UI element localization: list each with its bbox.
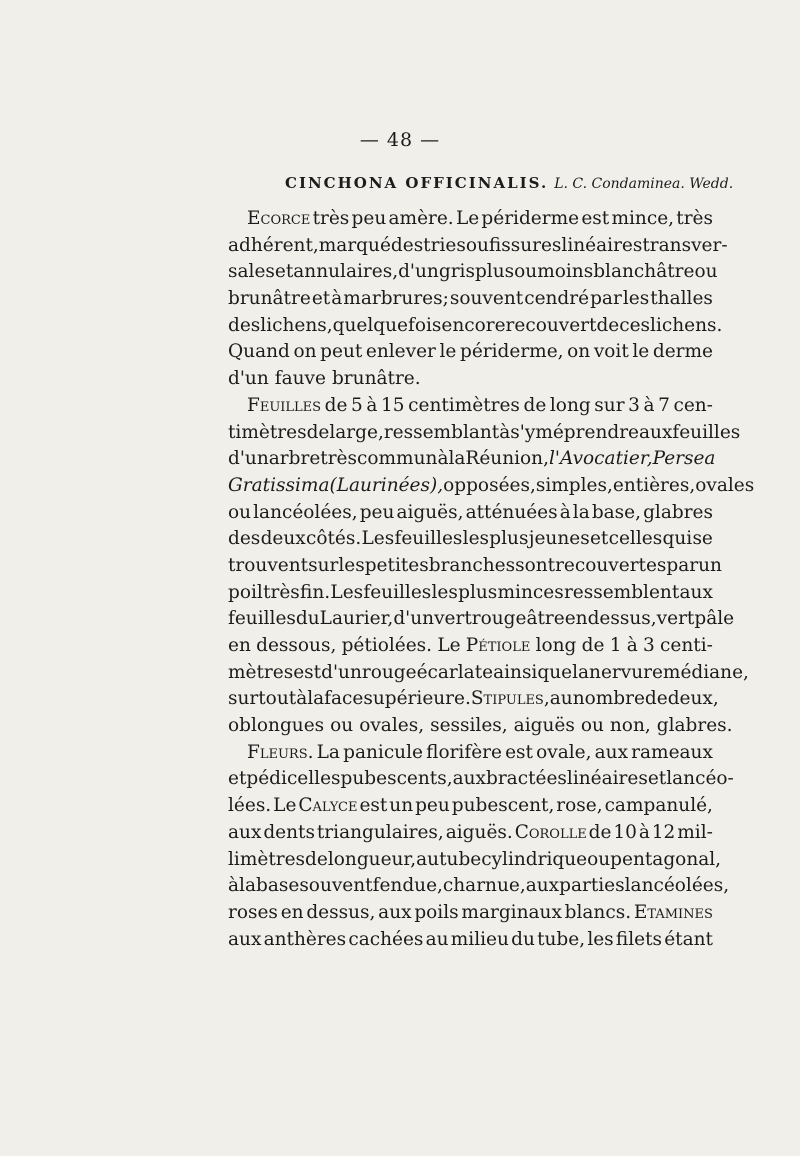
- word: aux: [378, 901, 412, 923]
- word: milieu: [450, 928, 509, 950]
- word: du: [511, 928, 535, 950]
- word: l'Avocatier,: [548, 448, 653, 470]
- text-line: [228, 660, 749, 687]
- word: feuilles: [394, 528, 463, 550]
- word: périderme: [481, 208, 580, 229]
- word: très: [263, 581, 300, 603]
- word: ou: [465, 234, 489, 256]
- word: les: [431, 581, 458, 603]
- word: filets: [615, 928, 663, 950]
- word: méprendre: [535, 421, 639, 443]
- word: par: [666, 554, 699, 576]
- word: rameaux: [631, 741, 713, 763]
- word: simples,: [535, 474, 613, 496]
- word: au: [425, 928, 449, 950]
- word: fissures: [488, 234, 562, 256]
- word: aux: [525, 875, 560, 897]
- word: dents: [263, 821, 315, 843]
- word: recouvert: [505, 314, 597, 336]
- word: aiguës.: [445, 821, 513, 843]
- word: et: [228, 768, 247, 790]
- word: à: [559, 501, 571, 523]
- word: commun: [357, 448, 438, 470]
- word: enlever: [365, 341, 436, 363]
- text-line: [228, 900, 713, 927]
- word: d'un: [321, 661, 362, 683]
- species-name: CINCHONA OFFICINALIS.: [285, 174, 549, 192]
- word: poils: [414, 901, 459, 923]
- text-line: [228, 820, 713, 847]
- word: petites: [364, 554, 429, 576]
- word: en: [228, 635, 251, 656]
- word: souvent: [449, 288, 524, 310]
- word: blanchâtre: [593, 261, 695, 283]
- word: triangulaires,: [316, 821, 444, 843]
- text-line: [228, 686, 719, 713]
- word: ou: [587, 848, 611, 870]
- word: très: [676, 208, 713, 229]
- word: limètres: [228, 848, 306, 870]
- word: pétiolées.: [341, 635, 433, 656]
- word: Feuilles: [247, 394, 322, 416]
- word: cendré: [524, 288, 590, 310]
- word: on: [567, 341, 591, 363]
- word: transver-: [642, 234, 728, 256]
- word: feuilles: [672, 421, 741, 443]
- word: pâle: [694, 608, 735, 630]
- word: le: [632, 341, 650, 363]
- word: des: [228, 314, 261, 336]
- word: rouge: [361, 661, 417, 683]
- word: 15: [381, 394, 405, 416]
- word: 1: [609, 635, 622, 656]
- word: peu: [351, 208, 387, 229]
- word: pubescent,: [451, 795, 555, 817]
- word: peut: [320, 341, 363, 363]
- word: à: [638, 821, 650, 843]
- word: peu: [359, 501, 395, 523]
- text-line: [228, 233, 728, 260]
- word: à: [626, 635, 638, 656]
- word: ressemblent: [563, 581, 680, 603]
- word: tube,: [537, 928, 586, 950]
- word: est: [359, 795, 388, 817]
- word: aiguës: [513, 715, 575, 737]
- text-line: [228, 286, 713, 313]
- word: ressemblant: [383, 421, 500, 443]
- text-line: [228, 713, 733, 740]
- word: d'un: [393, 608, 435, 630]
- word: tube: [439, 848, 482, 870]
- word: ou: [228, 501, 252, 523]
- word: surtout: [228, 688, 297, 710]
- word: deux: [260, 528, 306, 550]
- word: Etamines: [633, 901, 713, 923]
- word: de: [581, 635, 605, 656]
- word: poil: [228, 581, 263, 603]
- word: à: [437, 448, 449, 470]
- word: et: [589, 528, 609, 550]
- text-line: [228, 847, 722, 874]
- word: Le: [455, 208, 480, 229]
- word: d'un: [398, 261, 439, 283]
- text-line: [228, 873, 730, 900]
- word: Le: [437, 635, 461, 656]
- word: lancéo-: [666, 768, 734, 790]
- word: de: [644, 688, 668, 710]
- word: gris: [438, 261, 475, 283]
- word: un: [698, 554, 722, 576]
- word: trouvent: [228, 554, 309, 576]
- word: pédicelles: [246, 768, 341, 790]
- word: on: [293, 341, 317, 363]
- word: parties: [559, 875, 625, 897]
- word: rose,: [556, 795, 603, 817]
- word: dessus,: [306, 901, 376, 923]
- word: marginaux: [461, 901, 562, 923]
- text-line: [228, 473, 755, 500]
- word: brunâtre.: [331, 368, 421, 390]
- word: stries: [413, 234, 466, 256]
- species-authority: L. C. Condaminea. Wedd.: [554, 176, 734, 192]
- word: linéaires: [561, 234, 643, 256]
- word: vert: [656, 608, 695, 630]
- word: celles: [608, 528, 663, 550]
- word: sales: [228, 261, 275, 283]
- word: de: [596, 314, 620, 336]
- word: la: [572, 661, 590, 683]
- word: plus: [458, 581, 498, 603]
- word: 7: [658, 394, 670, 416]
- word: de: [588, 821, 612, 843]
- word: au: [549, 688, 573, 710]
- word: longueur,: [327, 848, 417, 870]
- word: 3: [628, 394, 640, 416]
- word: à: [228, 875, 240, 897]
- word: derme: [652, 341, 713, 363]
- word: par: [590, 288, 622, 310]
- word: dessous,: [256, 635, 337, 656]
- word: lancéolées,: [624, 875, 730, 897]
- word: quelquefois: [332, 314, 442, 336]
- word: pentagonal,: [610, 848, 722, 870]
- text-line: [228, 446, 716, 473]
- word: cen-: [673, 394, 713, 416]
- word: sont: [515, 554, 556, 576]
- word: glabres.: [656, 715, 733, 737]
- word: nervure: [589, 661, 663, 683]
- word: branches: [428, 554, 516, 576]
- word: brunâtre: [228, 288, 311, 310]
- word: de: [523, 394, 547, 416]
- word: souvent: [299, 875, 373, 897]
- word: à: [366, 394, 378, 416]
- word: marbrures;: [343, 288, 449, 310]
- word: centimètres: [408, 394, 520, 416]
- word: (Laurinées),: [329, 474, 444, 496]
- word: étant: [664, 928, 713, 950]
- word: de: [324, 394, 348, 416]
- word: recouvertes: [555, 554, 667, 576]
- body-text: [228, 206, 755, 953]
- word: blancs.: [564, 901, 632, 923]
- word: nombre: [572, 688, 645, 710]
- word: s'y: [510, 421, 536, 443]
- word: de: [306, 421, 330, 443]
- word: Quand: [228, 341, 290, 363]
- word: non,: [609, 715, 651, 737]
- text-line: [228, 366, 713, 393]
- word: mètres: [228, 661, 294, 683]
- word: fendue,: [372, 875, 443, 897]
- word: à: [296, 688, 308, 710]
- word: lichens,: [260, 314, 333, 336]
- word: timètres: [228, 421, 307, 443]
- word: Laurier,: [319, 608, 394, 630]
- word: à: [331, 288, 343, 310]
- word: ovales: [695, 474, 755, 496]
- word: côtés.: [305, 528, 362, 550]
- word: fauve: [274, 368, 326, 390]
- text-line: [228, 553, 722, 580]
- word: opposées,: [443, 474, 536, 496]
- word: feuilles: [228, 608, 296, 630]
- word: Le: [273, 795, 297, 817]
- word: ou: [514, 261, 538, 283]
- word: face: [324, 688, 364, 710]
- text-line: [228, 420, 741, 447]
- word: ovales,: [359, 715, 425, 737]
- page-number: — 48 —: [359, 129, 441, 151]
- word: 12: [651, 821, 676, 843]
- word: les: [462, 528, 490, 550]
- word: fin.: [300, 581, 331, 603]
- word: ces: [619, 314, 651, 336]
- word: long: [535, 635, 577, 656]
- text-line: [228, 313, 723, 340]
- species-heading: [285, 174, 734, 192]
- word: charnue,: [442, 875, 526, 897]
- word: les: [587, 928, 614, 950]
- word: Ecorce: [247, 208, 311, 229]
- word: de: [305, 848, 328, 870]
- word: Pétiole: [465, 635, 531, 656]
- word: 3: [643, 635, 655, 656]
- word: panicule: [343, 741, 423, 763]
- word: de: [390, 234, 414, 256]
- word: large,: [329, 421, 384, 443]
- word: ou: [580, 715, 604, 737]
- word: ovale,: [536, 741, 592, 763]
- word: aiguës,: [396, 501, 464, 523]
- word: d'un: [228, 368, 269, 390]
- text-line: [228, 740, 713, 767]
- text-line: [228, 580, 713, 607]
- word: est: [293, 661, 322, 683]
- word: Les: [330, 581, 364, 603]
- word: marqué: [318, 234, 391, 256]
- word: sur: [594, 394, 625, 416]
- word: amère.: [388, 208, 454, 229]
- word: plus: [474, 261, 515, 283]
- word: annulaires,: [293, 261, 399, 283]
- word: lancéolées,: [253, 501, 358, 523]
- word: pubescents,: [340, 768, 453, 790]
- word: aux: [452, 768, 486, 790]
- word: et: [647, 768, 667, 790]
- word: Persea: [652, 448, 716, 470]
- word: feuilles: [363, 581, 432, 603]
- word: mince,: [611, 208, 675, 229]
- word: est: [581, 208, 610, 229]
- word: les: [338, 554, 365, 576]
- word: 5: [351, 394, 363, 416]
- word: thalles: [650, 288, 713, 310]
- text-line: [228, 526, 713, 553]
- word: encore: [441, 314, 506, 336]
- word: la: [307, 688, 325, 710]
- word: campanulé,: [604, 795, 713, 817]
- text-line: [228, 339, 713, 366]
- text-line: [228, 606, 735, 633]
- word: écarlate: [416, 661, 494, 683]
- word: ou: [694, 261, 718, 283]
- word: la: [448, 448, 466, 470]
- word: adhérent,: [228, 234, 319, 256]
- word: un: [389, 795, 414, 817]
- word: ainsi: [493, 661, 538, 683]
- word: jeunes: [528, 528, 590, 550]
- word: mil-: [677, 821, 713, 843]
- word: vert: [434, 608, 472, 630]
- word: arbre: [268, 448, 321, 470]
- word: aux: [228, 821, 262, 843]
- word: les: [622, 288, 650, 310]
- word: est: [505, 741, 533, 763]
- word: Gratissima: [228, 474, 330, 496]
- text-line: [228, 393, 713, 420]
- word: minces: [497, 581, 564, 603]
- text-line: [228, 259, 718, 286]
- text-line: [228, 500, 713, 527]
- text-line: [228, 766, 734, 793]
- word: très: [320, 448, 358, 470]
- text-line: [228, 206, 713, 233]
- word: médiane,: [662, 661, 749, 683]
- word: plus: [489, 528, 529, 550]
- word: Les: [361, 528, 395, 550]
- word: à: [643, 394, 655, 416]
- word: rougeâtre: [471, 608, 565, 630]
- word: Corolle: [514, 821, 587, 843]
- word: deux,: [667, 688, 719, 710]
- word: peu: [415, 795, 450, 817]
- word: moins: [537, 261, 594, 283]
- word: en: [280, 901, 304, 923]
- word: Stipules,: [470, 688, 550, 710]
- word: sessiles,: [430, 715, 508, 737]
- word: linéaires: [566, 768, 648, 790]
- word: base,: [591, 501, 642, 523]
- word: qui: [662, 528, 693, 550]
- word: que: [537, 661, 573, 683]
- word: aux: [594, 741, 629, 763]
- word: aux: [228, 928, 262, 950]
- word: ou: [330, 715, 354, 737]
- word: sur: [308, 554, 339, 576]
- word: glabres: [643, 501, 713, 523]
- word: anthères: [263, 928, 347, 950]
- word: entières,: [612, 474, 696, 496]
- word: au: [416, 848, 440, 870]
- word: et: [311, 288, 331, 310]
- word: la: [239, 875, 256, 897]
- word: Calyce: [298, 795, 358, 817]
- word: périderme,: [459, 341, 564, 363]
- word: centi-: [660, 635, 713, 656]
- word: dessus,: [587, 608, 657, 630]
- word: d'un: [228, 448, 269, 470]
- word: La: [316, 741, 340, 763]
- word: aux: [639, 421, 673, 443]
- word: cylindrique: [481, 848, 588, 870]
- word: base: [255, 875, 300, 897]
- text-line: [228, 793, 713, 820]
- word: aux: [679, 581, 713, 603]
- text-line: [228, 633, 713, 660]
- word: des: [228, 528, 261, 550]
- word: le: [439, 341, 457, 363]
- word: lichens.: [650, 314, 723, 336]
- word: Fleurs.: [247, 741, 314, 763]
- word: atténuées: [465, 501, 558, 523]
- word: en: [564, 608, 588, 630]
- word: cachées: [348, 928, 424, 950]
- word: bractées: [486, 768, 567, 790]
- word: Réunion,: [465, 448, 549, 470]
- word: long: [549, 394, 591, 416]
- word: à: [499, 421, 511, 443]
- word: lées.: [228, 795, 272, 817]
- word: et: [274, 261, 294, 283]
- word: supérieure.: [363, 688, 471, 710]
- text-line: [228, 927, 713, 954]
- word: roses: [228, 901, 278, 923]
- word: la: [572, 501, 590, 523]
- word: voit: [593, 341, 629, 363]
- word: oblongues: [228, 715, 325, 737]
- word: 10: [613, 821, 637, 843]
- word: très: [312, 208, 350, 229]
- word: du: [295, 608, 320, 630]
- word: florifère: [426, 741, 502, 763]
- word: se: [692, 528, 713, 550]
